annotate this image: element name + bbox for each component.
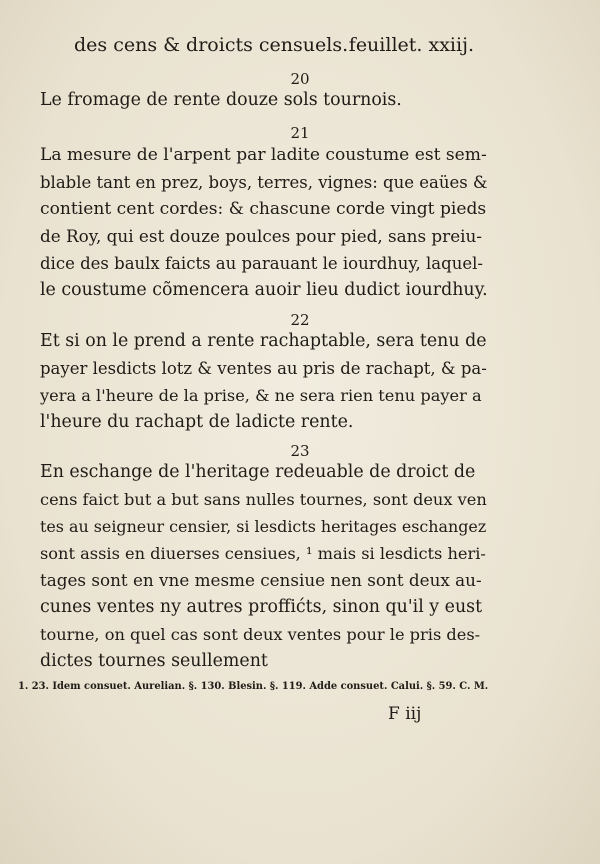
text-line: cunes ventes ny autres proffićts, sinon qu'il y eust [40, 597, 483, 617]
text-line: dictes tournes seullement [40, 651, 268, 671]
article-number: 20 [290, 70, 310, 88]
article-number: 22 [290, 311, 310, 329]
signature-mark: F iij [388, 704, 422, 724]
folio-number: feuillet. xxiij. [348, 34, 474, 56]
text-line: La mesure de l'arpent par ladite coustume est sem- [40, 145, 487, 165]
text-line: tourne, on quel cas sont deux ventes pour le pris des- [40, 625, 481, 644]
text-line: blable tant en prez, boys, terres, vignes: que eaües & [40, 173, 488, 192]
text-line: payer lesdicts lotz & ventes au pris de rachapt, & pa- [40, 359, 487, 378]
text-line: l'heure du rachapt de ladicte rente. [40, 412, 354, 432]
footnote: 1. 23. Idem consuet. Aurelian. §. 130. Blesin. §. 119. Adde consuet. Calui. §. 59. C. M. [18, 681, 489, 692]
text-line: de Roy, qui est douze poulces pour pied, sans preiu- [40, 226, 482, 246]
article-number: 23 [290, 442, 310, 460]
article-number: 21 [290, 124, 310, 142]
text-line: dice des baulx faicts au parauant le iourdhuy, laquel- [40, 254, 483, 273]
text-line: le coustume cõmencera auoir lieu dudict iourdhuy. [40, 280, 488, 300]
text-line: tes au seigneur censier, si lesdicts heritages eschangez [40, 517, 487, 536]
text-line: En eschange de l'heritage redeuable de droict de [40, 462, 476, 482]
text-line: Et si on le prend a rente rachaptable, sera tenu de [40, 331, 487, 351]
text-line: cens faict but a but sans nulles tournes, sont deux ven [40, 490, 487, 509]
text-line: yera a l'heure de la prise, & ne sera rien tenu payer a [40, 386, 482, 405]
text-line: sont assis en diuerses censiues, ¹ mais si lesdicts heri- [40, 544, 486, 563]
running-header [74, 34, 474, 64]
text-line: tages sont en vne mesme censiue nen sont deux au- [40, 570, 482, 590]
text-line: Le fromage de rente douze sols tournois. [40, 90, 402, 110]
text-line: contient cent cordes: & chascune corde vingt pieds [40, 199, 487, 219]
running-title: des cens & droicts censuels. [74, 34, 349, 56]
